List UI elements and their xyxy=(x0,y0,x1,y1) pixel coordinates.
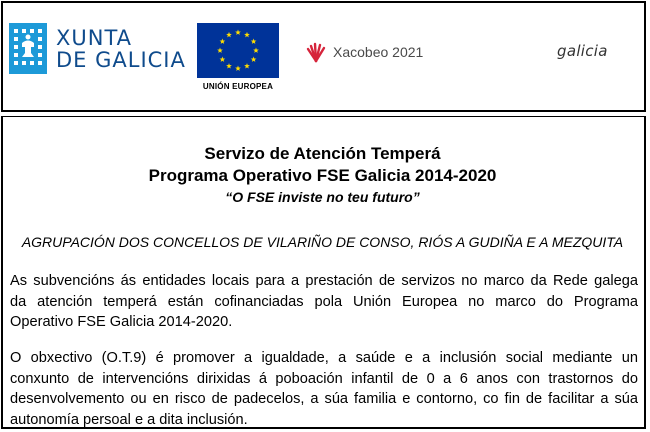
eu-caption: UNIÓN EUROPEA xyxy=(202,82,274,91)
xunta-line2: DE GALICIA xyxy=(56,47,186,72)
paragraph-line: conxunto de intervencións dirixidas á poboación infantil de 0 a 6 anos con trastornos do xyxy=(10,370,638,387)
paragraph-line: Operativo FSE Galicia 2014-2020. xyxy=(10,314,233,330)
xunta-line1: XUNTA xyxy=(56,25,133,50)
xunta-emblem-icon xyxy=(9,23,47,74)
eu-flag-icon xyxy=(197,23,279,78)
paragraph-line: autonomía persoal e a dita inclusión. xyxy=(10,411,248,428)
paragraph-line: O obxectivo (O.T.9) é promover a igualdade, a saúde e a inclusión social mediante un xyxy=(10,350,638,366)
xacobeo-shell-icon xyxy=(305,41,327,63)
galicia-logo: galicia xyxy=(557,42,608,60)
xacobeo-logo xyxy=(305,41,423,63)
xacobeo-wordmark: Xacobeo 2021 xyxy=(333,44,424,60)
program-title: Programa Operativo FSE Galicia 2014-2020 xyxy=(148,166,497,185)
page-title: Servizo de Atención Temperá xyxy=(204,144,441,163)
paragraph-line: da atención temperá están cofinanciadas pola Unión Europea no marco do Programa xyxy=(10,293,638,310)
paragraph-line: As subvencións ás entidades locais para a prestación de servizos no marco da Rede galega xyxy=(10,273,638,289)
paragraph-line: desenvolvemento ou en risco de padecelos, a súa familia e contorno, co fin de facilitar a súa xyxy=(10,391,638,407)
xunta-wordmark xyxy=(56,27,186,71)
xunta-logo xyxy=(9,23,186,74)
paragraph-funding xyxy=(10,271,638,333)
eu-logo xyxy=(197,23,279,91)
paragraph-objective xyxy=(10,348,638,430)
group-name: AGRUPACIÓN DOS CONCELLOS DE VILARIÑO DE CONSO, RIÓS A GUDIÑA E A MEZQUITA xyxy=(21,234,624,250)
slogan: “O FSE inviste no teu futuro” xyxy=(225,189,420,205)
